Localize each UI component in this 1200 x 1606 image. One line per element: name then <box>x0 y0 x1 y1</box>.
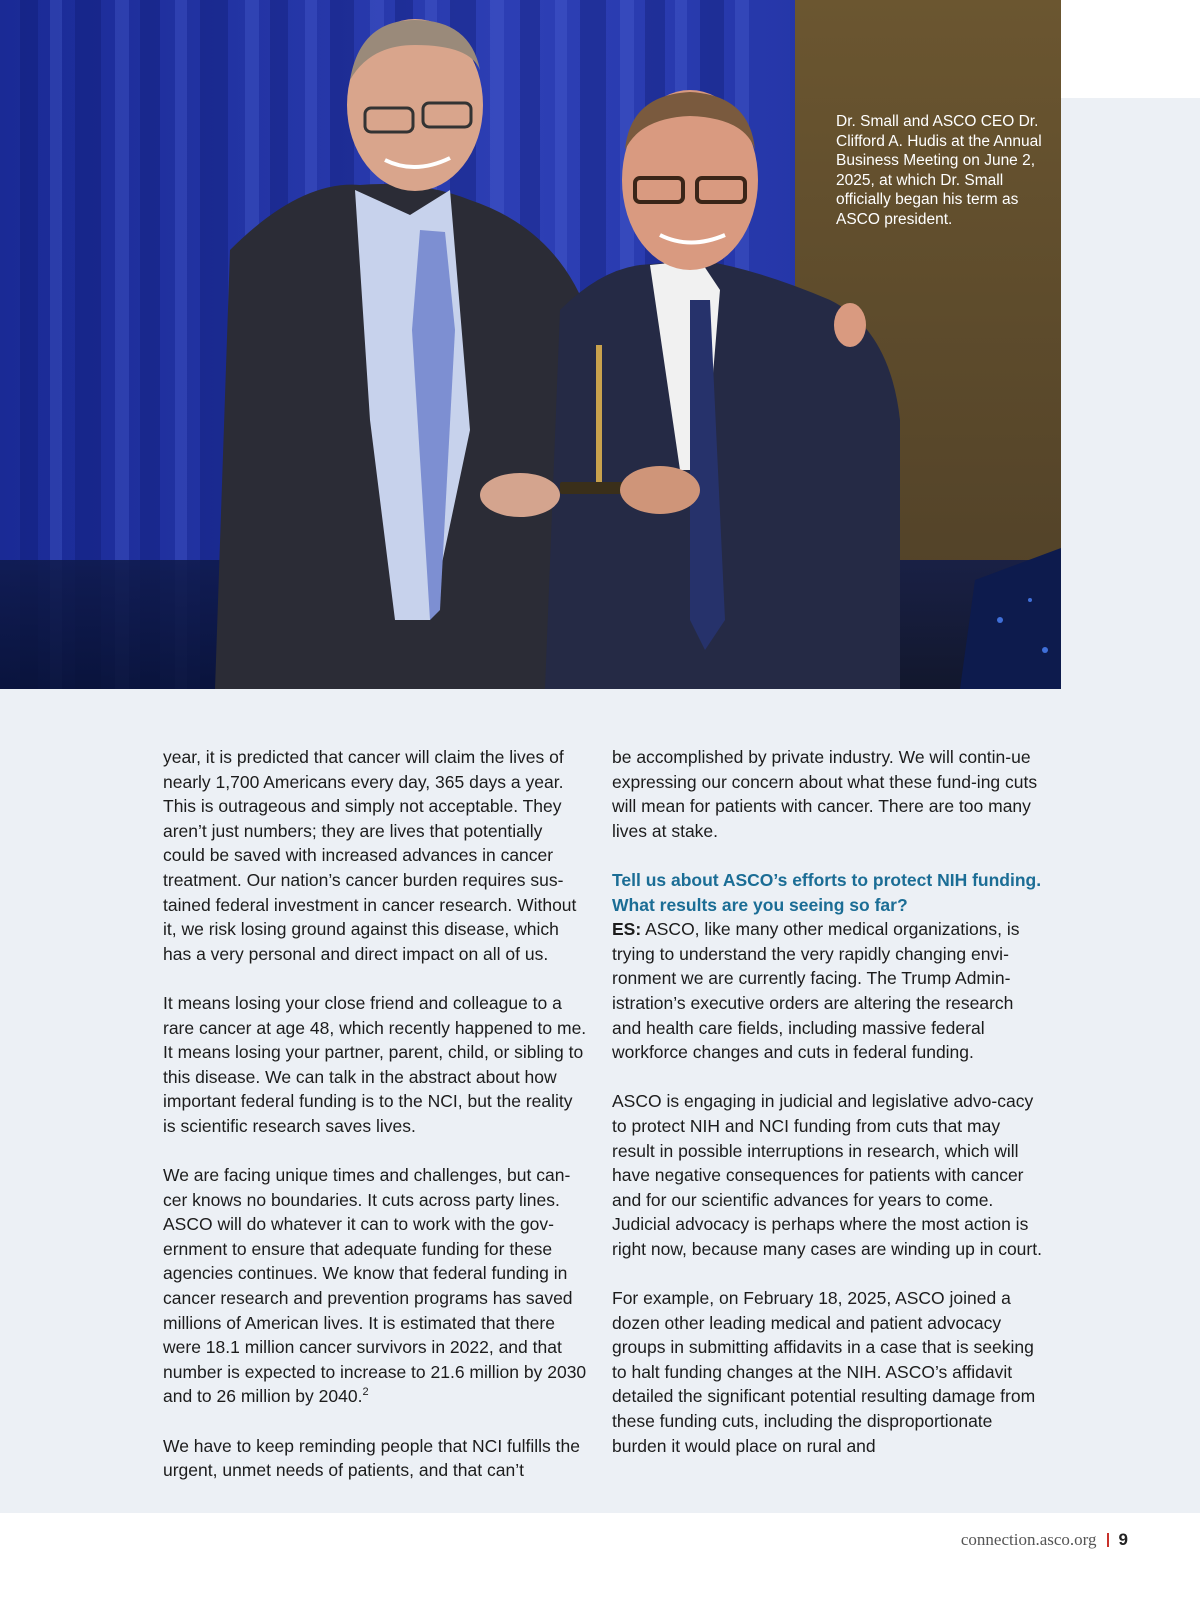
footnote-marker: 2 <box>362 1386 369 1399</box>
paragraph: be accomplished by private industry. We will contin-ue expressing our concern about what these fund-ing cuts will mean for patients with cancer. There are too many lives at stake. <box>612 747 1038 841</box>
speaker-initials: ES: <box>612 919 642 940</box>
qa-block <box>612 868 1042 1065</box>
photo-illustration <box>0 0 1061 689</box>
paragraph: It means losing your close friend and colleague to a rare cancer at age 48, which recently happened to me. It means losing your partner, parent, child, or sibling to this disease. We can talk in the abstract about how important federal funding is to the NCI, but the reality is scientific research saves lives. <box>163 992 587 1136</box>
footer-site-link[interactable]: connection.asco.org <box>960 1530 1097 1549</box>
interview-question: Tell us about ASCO’s efforts to protect NIH funding. What results are you seeing so far? <box>612 869 1042 915</box>
paragraph: For example, on February 18, 2025, ASCO joined a dozen other leading medical and patient advocacy groups in submitting affidavits in a case that is seeking to halt funding changes at the NIH. ASCO’s affidavit detailed the significant potential resulting damage from these funding cuts, including the disproportionate burden it would place on rural and <box>612 1288 1036 1456</box>
answer-text: ASCO, like many other medical organizations, is trying to understand the very rapidly changing envi-ronment we are currently facing. The Trump Admin-istration’s executive orders are altering the research and health care fields, including massive federal workforce changes and cuts in federal funding. <box>612 919 1020 1063</box>
photo-caption: Dr. Small and ASCO CEO Dr. Clifford A. Hudis at the Annual Business Meeting on June 2, 2025, at which Dr. Small officially began his term as ASCO president. <box>836 113 1042 228</box>
paragraph: We have to keep reminding people that NCI fulfills the urgent, unmet needs of patients, and that can’t <box>163 1435 580 1481</box>
article-column-left <box>163 745 588 1507</box>
paragraph-text: We are facing unique times and challenges, but can-cer knows no boundaries. It cuts across party lines. ASCO will do whatever it can to work with the gov-ernment to ensure that adequate funding for these agencies continues. We know that federal funding in cancer research and prevention programs has saved millions of American lives. It is estimated that there were 18.1 million cancer survivors in 2022, and that number is expected to increase to 21.6 million by 2030 and to 26 million by 2040. <box>163 1165 587 1407</box>
footer-divider <box>1107 1533 1109 1547</box>
page-footer <box>961 1530 1128 1550</box>
paragraph: year, it is predicted that cancer will claim the lives of nearly 1,700 Americans every day, 365 days a year. This is outrageous and simply not acceptable. They aren’t just numbers; they are lives that potentially could be saved with increased advances in cancer treatment. Our nation’s cancer burden requires sus-tained federal investment in cancer research. Without it, we risk losing ground against this disease, which has a very personal and direct impact on all of us. <box>163 747 577 964</box>
article-column-right <box>612 745 1042 1483</box>
paragraph <box>163 1163 588 1409</box>
page-number: 9 <box>1118 1530 1128 1549</box>
paragraph: ASCO is engaging in judicial and legislative advo-cacy to protect NIH and NCI funding from cuts that may result in possible interruptions in research, which will have negative consequences for patients with cancer and for our scientific advances for years to come. Judicial advocacy is perhaps where the most action is right now, because many cases are winding up in court. <box>612 1091 1042 1259</box>
article-photo <box>0 0 1061 689</box>
